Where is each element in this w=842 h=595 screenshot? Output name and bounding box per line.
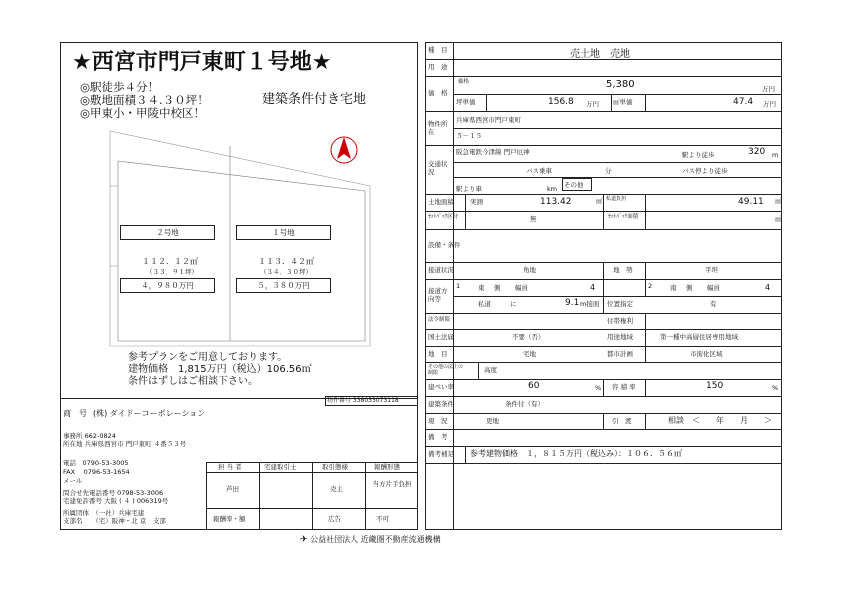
road-contact-unit: m接面 xyxy=(580,300,600,308)
private-road-unit: ㎡ xyxy=(775,197,782,205)
city-plan-label: 都市計画 xyxy=(607,350,633,358)
bcr-v xyxy=(603,379,604,396)
building-condition-label: 建築条件付き宅地 xyxy=(262,92,367,107)
traffic-split-1 xyxy=(453,162,782,163)
lot2-name-box xyxy=(120,225,215,240)
other-limit-label: その他の法上の制限 xyxy=(428,364,464,376)
setback-area-unit: ㎡ xyxy=(775,215,782,223)
company-tel: 電話 0790-53-3005 xyxy=(63,459,129,467)
ct-agent: 芦田 xyxy=(226,485,239,493)
bcr-value: 60 xyxy=(528,381,540,391)
land-law-label: 国土法届 xyxy=(428,333,454,341)
m2-value: 47.4 xyxy=(733,97,754,107)
price-unit: 万円 xyxy=(762,85,775,93)
location-line1: 兵庫県西宮市門戸東町 xyxy=(456,116,521,124)
lot2-area: １１２．１２㎡ xyxy=(142,257,198,266)
road2-width: 4 xyxy=(765,283,771,292)
train-line: 阪急電鉄今津線 門戸厄神 xyxy=(456,148,530,156)
ct-ad-value: 不可 xyxy=(376,515,389,523)
traffic-split-2 xyxy=(453,177,782,178)
reference-plan xyxy=(128,352,312,388)
ct-header-1: 担 当 者 xyxy=(218,463,242,471)
road1-dir: 東 xyxy=(478,284,485,292)
private-road-value: 49.11 xyxy=(738,197,764,207)
road-check-label: 位置指定 xyxy=(607,300,633,308)
r-line-19 xyxy=(425,463,782,464)
traffic-label: 交通状況 xyxy=(428,160,448,176)
lot1-name-box xyxy=(236,225,331,240)
company-inquiry: 問合せ先電話番号 0798-53-3006 xyxy=(63,489,164,497)
footer-org xyxy=(300,534,441,545)
chimoku-value: 宅地 xyxy=(523,350,536,358)
handover-value: 相談 ＜ 年 月 ＞ xyxy=(668,416,772,425)
land-area-value: 113.42 xyxy=(540,197,572,207)
company-association: 所属団体 （一社）兵庫宅建 xyxy=(63,509,145,517)
ct-fee-rate: 報酬率・額 xyxy=(213,515,246,523)
road-split xyxy=(453,296,782,297)
status-v2 xyxy=(645,413,646,429)
company-name-label: 商 号 xyxy=(63,409,87,418)
setback-area-label: ｾｯﾄﾊﾞｯｸ面積 xyxy=(608,214,639,220)
setback-label: ｾｯﾄﾊﾞｯｸ区分 xyxy=(428,214,459,220)
plan-line-1: 参考プランをご用意しております。 xyxy=(128,352,288,363)
road1-side: 側 xyxy=(494,284,501,292)
company-fax: FAX 0796-53-1654 xyxy=(63,468,130,476)
point-3: ◎甲東小・甲陵中校区！ xyxy=(80,106,206,120)
lot1-area: １１３．４２㎡ xyxy=(258,257,314,266)
north-arrow-icon xyxy=(331,137,357,163)
ct-fee: 当方片手負担 xyxy=(372,480,412,488)
far-value: 150 xyxy=(706,381,724,391)
lot1-price-box xyxy=(236,278,331,293)
tsubo-value: 156.8 xyxy=(548,97,574,107)
company-branch: 支部名 （宅）阪神・北 京 支部 xyxy=(63,517,166,525)
location-line2: ５－１５ xyxy=(456,132,482,140)
road1-width: 4 xyxy=(590,283,596,292)
terrain-label: 地 勢 xyxy=(613,266,633,274)
contact-value: 角地 xyxy=(523,266,536,274)
lot2-price: ４，９８０万円 xyxy=(141,281,194,290)
company-postal: 事務所 662-0824 xyxy=(63,432,116,440)
road-check-value: 有 xyxy=(710,300,717,308)
remarks2-label: 備考補足 xyxy=(428,450,454,458)
price-split xyxy=(453,94,782,95)
land-v2 xyxy=(603,194,604,229)
bcr-unit: % xyxy=(595,384,602,392)
remarks2-v xyxy=(465,446,466,463)
other-limit-value: 高度 xyxy=(484,366,497,374)
point-1: ◎駅徒歩４分！ xyxy=(80,80,160,94)
setback-value: 無 xyxy=(530,215,537,223)
city-plan-value: 市街化区域 xyxy=(690,350,723,358)
station-car: 駅より車 xyxy=(456,185,482,193)
bcr-v2 xyxy=(645,379,646,396)
plan-line-3: 条件はずしはご相談下さい。 xyxy=(128,376,258,387)
land-v3 xyxy=(645,194,646,229)
law-label: 法令制限 xyxy=(428,317,451,323)
walk-value: 320 xyxy=(748,147,766,157)
r-line-4 xyxy=(425,145,782,146)
site-plan xyxy=(90,126,390,356)
bus-ride: バス乗車 xyxy=(526,167,552,175)
r-line-18 xyxy=(425,446,782,447)
contact-v2 xyxy=(645,262,646,296)
lot1-price: ５，３８０万円 xyxy=(257,281,310,290)
law-v xyxy=(645,313,646,363)
ct-header-2: 宅建取引士 xyxy=(264,463,297,471)
price-label: 価 格 xyxy=(428,89,448,97)
status-label: 現 況 xyxy=(428,417,448,425)
lot2-name: ２号地 xyxy=(156,228,179,237)
ct-header-4: 報酬形態 xyxy=(374,463,400,471)
price-v3 xyxy=(645,94,646,111)
location-label: 物件所在 xyxy=(428,120,448,136)
type-label: 種 目 xyxy=(428,46,448,54)
r-line-7 xyxy=(425,229,782,230)
location-split xyxy=(453,128,782,129)
tsubo-unit: 万円 xyxy=(586,100,599,108)
r-line-15 xyxy=(425,396,782,397)
status-value: 更地 xyxy=(486,417,499,425)
km-unit: km xyxy=(547,185,558,193)
company-address: 所在地 兵庫県西宮市 門戸東町 ４番５３号 xyxy=(63,440,187,448)
price-sub-label: 価格 xyxy=(458,79,470,85)
page-title: ★西宮市門戸東町１号地★ xyxy=(72,50,332,75)
land-area-label: 土地面積 xyxy=(428,198,454,206)
private-road-label: 私道負担 xyxy=(606,196,627,202)
lot2-price-box xyxy=(120,278,215,293)
ct-v3 xyxy=(365,462,366,530)
footer-org-text: 公益社団法人 近畿圏不動産流通機構 xyxy=(310,535,441,544)
ct-v2 xyxy=(312,462,313,530)
far-unit: % xyxy=(772,384,779,392)
road-contact-value: 9.1 xyxy=(565,298,580,308)
company-mail: メール xyxy=(63,477,83,485)
tsubo-label: 坪単価 xyxy=(456,98,476,106)
other-limit-v xyxy=(478,362,479,379)
company-license: 宅建免許番号 大阪 ( ４ ) 006319号 xyxy=(63,497,169,505)
road1-no: 1 xyxy=(456,282,461,290)
ct-mode: 売主 xyxy=(330,485,343,493)
road2-dir: 南 xyxy=(670,284,677,292)
other-label: その他 xyxy=(564,181,584,189)
type-value: 売土地 売地 xyxy=(570,49,630,60)
ct-v1 xyxy=(259,462,260,530)
conditions-label: 設備・条件 xyxy=(428,241,461,249)
remarks-label: 備 考 xyxy=(428,433,448,441)
r-line-11 xyxy=(425,329,782,330)
handover-label: 引 渡 xyxy=(612,417,632,425)
road-contact-label: に xyxy=(510,300,517,308)
rights-label: 付帯権利 xyxy=(607,317,633,325)
road2-no: 2 xyxy=(648,282,653,290)
r-line-17 xyxy=(425,429,782,430)
status-v xyxy=(603,413,604,429)
road2-side: 側 xyxy=(686,284,693,292)
price-v1 xyxy=(486,94,487,111)
r-line-3 xyxy=(425,111,782,112)
plan-line-2: 建物価格 1,815万円（税込）106.56㎡ xyxy=(128,364,312,375)
zone-label: 用途地域 xyxy=(607,333,633,341)
bus-walk: バス停より徒歩 xyxy=(682,167,728,175)
contact-label: 接道状況 xyxy=(428,266,454,274)
m2-unit: 万円 xyxy=(763,100,776,108)
far-label: 容 積 率 xyxy=(612,383,636,391)
company-name: (株) ダイドーコーポレーション xyxy=(93,409,206,418)
price-value: 5,380 xyxy=(606,79,635,90)
land-area-unit: ㎡ xyxy=(596,197,603,205)
m2-label: ㎡単価 xyxy=(613,98,633,106)
r-line-12 xyxy=(425,346,782,347)
point-2: ◎敷地面積３４.３０坪！ xyxy=(80,93,209,107)
ct-ad: 広告 xyxy=(328,515,341,523)
org-logo-icon: ✈ xyxy=(300,535,308,545)
price-v2 xyxy=(611,94,612,111)
road-label: 接道方向等 xyxy=(428,287,448,303)
transaction-no: 物件番号 338033073118 xyxy=(327,397,399,404)
land-v1 xyxy=(465,194,466,211)
road2-width-label: 幅員 xyxy=(707,284,720,292)
build-cond-label: 建築条件 xyxy=(428,400,454,408)
build-cond-value: 条件付（有） xyxy=(505,400,544,408)
walk-unit: m xyxy=(772,151,779,159)
contact-v xyxy=(603,262,604,313)
zone-value: 第一種中高層住居専用地域 xyxy=(660,333,738,341)
bcr-label: 建ぺい率 xyxy=(428,383,454,391)
chimoku-label: 地 目 xyxy=(428,350,448,358)
road1-width-label: 幅員 xyxy=(515,284,528,292)
lot2-area-tsubo: （３３．９１坪） xyxy=(146,268,198,276)
terrain-value: 平坦 xyxy=(705,266,718,274)
land-law-value: 不要（否） xyxy=(512,333,545,341)
ct-header-3: 取引態様 xyxy=(322,463,348,471)
bus-min: 分 xyxy=(605,167,612,175)
remarks2-value: 参考建物価格 １，８１５万円（税込み）：１０６．５６㎡ xyxy=(470,449,682,458)
use-label: 用 途 xyxy=(428,63,448,71)
actual-label: 実測 xyxy=(470,198,483,206)
setback-v1 xyxy=(465,211,466,229)
lot1-area-tsubo: （３４．３０坪） xyxy=(260,268,312,276)
walk-label: 駅より徒歩 xyxy=(682,151,715,159)
r-line-2 xyxy=(425,76,782,77)
road-type: 私道 xyxy=(478,300,491,308)
selling-points xyxy=(80,81,209,120)
lot1-name: １号地 xyxy=(272,228,295,237)
r-line-10 xyxy=(425,313,782,314)
